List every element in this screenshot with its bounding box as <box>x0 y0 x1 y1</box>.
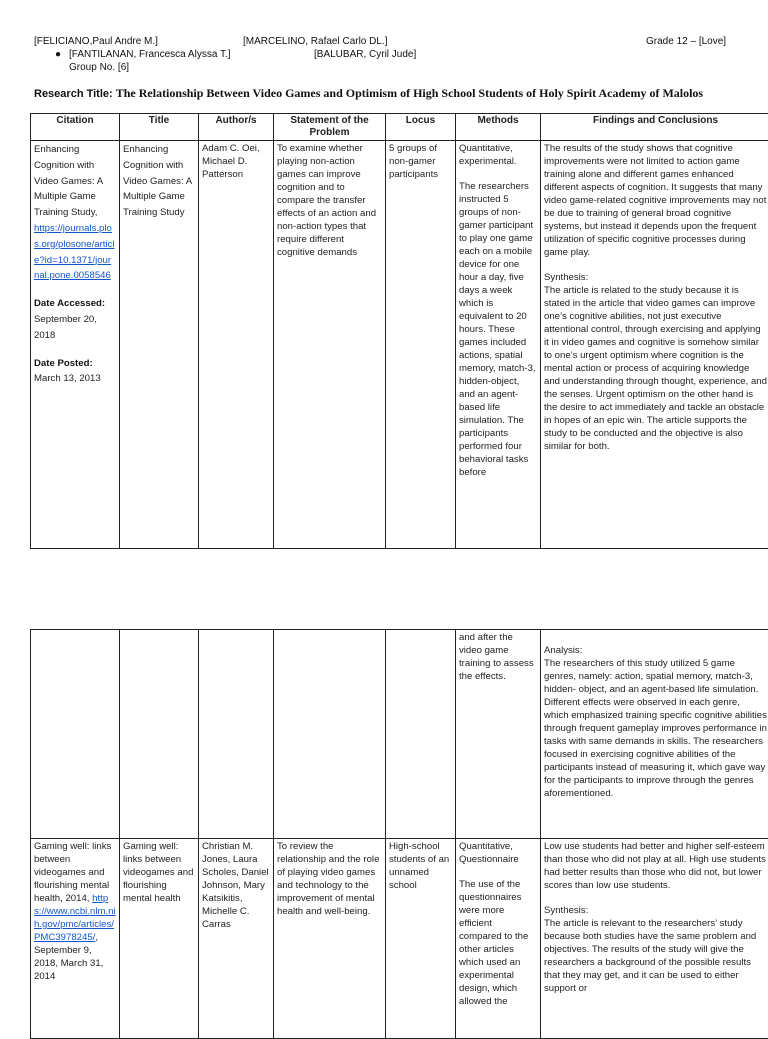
bullet-icon: ● <box>55 48 61 61</box>
methods-description: The researchers instructed 5 groups of non-gamer participant to play one game each on a mobile device for one hour a day, five days a week which is equivalent to 20 hours. These games included actions, spatial memory, match-3, hidden-object, and an agent-based life simulation. The participants performed four behavioral tasks before <box>459 180 537 479</box>
methods-type: Quantitative, Questionnaire <box>459 840 537 866</box>
methods-type: Quantitative, experimental. <box>459 142 537 168</box>
research-title-line <box>34 86 754 101</box>
research-title: The Relationship Between Video Games and Optimism of High School Students of Holy Spirit Academy of Malolos <box>116 86 703 100</box>
title-cell: Gaming well: links between videogames and flourishing mental health <box>120 839 199 1039</box>
methods-cell <box>456 141 541 549</box>
date-accessed-label: Date Accessed: <box>34 296 116 312</box>
problem-cell: To review the relationship and the role of playing video games and technology to the improvement of mental health and well-being. <box>274 839 386 1039</box>
citation-link[interactable]: https://journals.plos.org/plosone/article?id=10.1371/journal.pone.0058546 <box>34 221 116 284</box>
research-title-label: Research Title: <box>34 88 113 100</box>
author-feliciano: [FELICIANO,Paul Andre M.] <box>34 35 158 48</box>
title-cell <box>120 630 199 839</box>
findings-results: The results of the study shows that cognitive improvements were not limited to action game training alone and different games enhanced different aspects of cognition. It suggests that many video game-related cognitive improvements may not be due to training of general broad cognitive systems, but instead it depends upon the frequent utilization of specific cognitive processes during game play. <box>544 142 767 259</box>
grade-section: Grade 12 – [Love] <box>646 35 726 48</box>
citation-cell <box>31 141 120 549</box>
methods-cell <box>456 839 541 1039</box>
citation-text: Enhancing Cognition with Video Games: A Multiple Game Training Study, <box>34 142 116 221</box>
table-row <box>31 630 768 839</box>
analysis-label: Analysis: <box>544 644 767 657</box>
review-table-page2 <box>30 629 768 1039</box>
col-findings: Findings and Conclusions <box>541 114 768 141</box>
methods-description: The use of the questionnaires were more efficient compared to the other articles which used an experimental design, which allowed the <box>459 878 537 1008</box>
citation-text: Gaming well: links between videogames and flourishing mental health, 2014, <box>34 841 111 904</box>
locus-cell: 5 groups of non-gamer participants <box>386 141 456 549</box>
locus-cell: High-school students of an unnamed school <box>386 839 456 1039</box>
authors-cell <box>199 630 274 839</box>
findings-results: Low use students had better and higher self-esteem than those who did not play at all. High use students had better results than those who did not, but lower scores than low use students. <box>544 840 767 892</box>
authors-cell: Christian M. Jones, Laura Scholes, Daniel Johnson, Mary Katsikitis, Michelle C. Carras <box>199 839 274 1039</box>
author-balubar: [BALUBAR, Cyril Jude] <box>314 48 416 61</box>
date-posted-label: Date Posted: <box>34 356 116 372</box>
col-problem: Statement of the Problem <box>274 114 386 141</box>
synthesis-text: The article is relevant to the researchers’ study because both studies have the same problem and objectives. The results of the study will give the researchers a background of the possible results that they may get, and it can be used to either support or <box>544 917 767 995</box>
table-row <box>31 839 768 1039</box>
citation-cell <box>31 630 120 839</box>
col-citation: Citation <box>31 114 120 141</box>
findings-cell <box>541 839 768 1039</box>
methods-cell: and after the video game training to assess the effects. <box>456 630 541 839</box>
authors-cell: Adam C. Oei, Michael D. Patterson <box>199 141 274 549</box>
locus-cell <box>386 630 456 839</box>
col-locus: Locus <box>386 114 456 141</box>
citation-cell <box>31 839 120 1039</box>
date-accessed: September 20, 2018 <box>34 312 116 344</box>
col-title: Title <box>120 114 199 141</box>
problem-cell <box>274 630 386 839</box>
citation-link[interactable]: https://www.ncbi.nlm.nih.gov/pmc/articles/PMC3978245/ <box>34 893 116 943</box>
table-header-row <box>31 114 768 141</box>
synthesis-text: The article is related to the study because it is stated in the article that video games can improve one’s cognitive abilities, not just executive attentional control, through exercising and applying it in video games and cognitive is somehow similar to one’s urgent optimism where cognition is the mental action or process of acquiring knowledge and understanding through thought, experience, and the senses. Urgent optimism on the other hand is the desire to act immediately and tackle an obstacle in hopes of an epic win. The article supports the study to be conducted and the objective is also similar for both. <box>544 284 767 453</box>
col-methods: Methods <box>456 114 541 141</box>
author-fantilanan: [FANTILANAN, Francesca Alyssa T.] <box>69 48 231 61</box>
group-number: Group No. [6] <box>69 61 129 74</box>
findings-cell <box>541 141 768 549</box>
title-cell: Enhancing Cognition with Video Games: A Multiple Game Training Study <box>120 141 199 549</box>
analysis-text: The researchers of this study utilized 5 game genres, namely: action, spatial memory, match-3, hidden- object, and an agent-based life simulation. Different effects were observed in each genre, which emphasized training specific cognitive abilities through frequent gameplay improves performance in tasks with same demands in skills. The researchers focused in exercising cognitive abilities of the participants instead of measuring it, which gave way for the participants to improve through the genres aforementioned. <box>544 657 767 800</box>
review-table-page1 <box>30 113 768 549</box>
synthesis-label: Synthesis: <box>544 271 767 284</box>
date-posted: March 13, 2013 <box>34 371 116 387</box>
problem-cell: To examine whether playing non-action games can improve cognition and to compare the transfer effects of an action and non-action types that require different cognitive demands <box>274 141 386 549</box>
table-row <box>31 141 768 549</box>
col-authors: Author/s <box>199 114 274 141</box>
author-marcelino: [MARCELINO, Rafael Carlo DL.] <box>243 35 388 48</box>
synthesis-label: Synthesis: <box>544 904 767 917</box>
findings-cell <box>541 630 768 839</box>
citation-dates: , September 9, 2018, March 31, 2014 <box>34 932 103 982</box>
